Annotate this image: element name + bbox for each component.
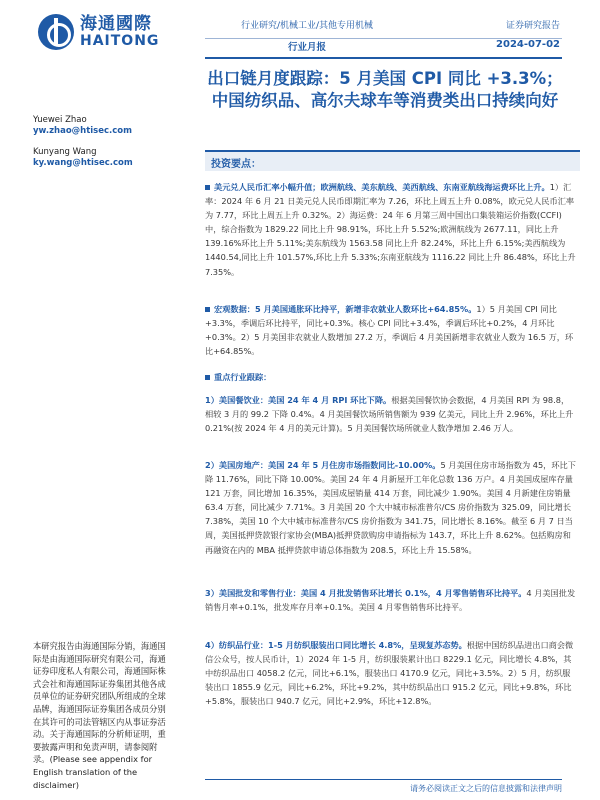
disclaimer-text: 本研究报告由海通国际分销，海通国际是由海通国际研究有限公司，海通证券印度私人有限公司，海通国际株式会社和海通国际证券集团其他各成员单位的证券研究团队所组成的全球品牌，海通国际证券集团各成员分别在其许可的司法管辖区内从事证券活动。关于海通国际的分析师证明，重要披露声明和免责声明，请参阅附录。(Please see appendix for English translation of the disclaimer) — [33, 641, 166, 790]
fx-shipping-section — [205, 180, 577, 279]
bullet-icon — [205, 185, 210, 190]
bullet-icon — [205, 307, 210, 312]
report-title: 出口链月度跟踪：5 月美国 CPI 同比 +3.3%；中国纺织品、高尔夫球车等消费类出口持续向好 — [207, 69, 563, 110]
textile-title: 4）纺织品行业：1-5 月纺织服装出口同比增长 4.8%，呈现复苏态势。 — [205, 640, 467, 650]
macro-section — [205, 302, 577, 358]
author-name: Kunyang Wang — [33, 147, 97, 157]
investment-highlights-label: 投资要点： — [211, 159, 261, 170]
real-estate-title: 2）美国房地产：美国 24 年 5 月住房市场指数同比-10.00%。 — [205, 460, 441, 470]
logo-english-name: HAITONG — [80, 32, 160, 49]
macro-lead: 宏观数据：5 月美国通胀环比持平，新增非农就业人数环比+64.85%。 — [214, 304, 477, 314]
author-list — [33, 115, 163, 179]
bullet-icon — [205, 375, 210, 380]
header-divider — [205, 57, 562, 59]
textile-section — [205, 638, 577, 708]
footer-notice: 请务必阅读正文之后的信息披露和法律声明 — [410, 784, 562, 793]
footer-divider — [205, 779, 562, 780]
investment-highlights-heading — [205, 150, 580, 171]
haitong-logo — [38, 12, 188, 52]
key-industry-label: 重点行业跟踪： — [214, 372, 272, 382]
restaurant-section — [205, 393, 577, 435]
wholesale-section — [205, 586, 577, 614]
haitong-logo-icon — [38, 14, 74, 50]
industry-category: 行业研究/机械工业/其他专用机械 — [240, 21, 374, 31]
fx-shipping-body: 1）汇率：2024 年 6 月 21 日美元兑人民币即期汇率为 7.26，环比上周五上升 0.08%，欧元兑人民币汇率为 7.77，环比上周五上升 0.32%。2）海运费：24 年 6 月第三周中国出口集装箱运价指数(CCFI)中，综合指数为 1829.22 同比上升 98.91%，环比上升 5.52%;欧洲航线为 2677.11，同比上升 139.16%环比上升 5.11%;美东航线为 1563.58 同比上升 82.24%，环比上升 6.15%;美西航线为 1440.54,同比上升 101.57%,环比上升 5.33%;东南亚航线为 1116.22 同比上升 86.48%，环比上升 7.35%。 — [205, 182, 576, 277]
report-label: 证券研究报告 — [505, 21, 560, 31]
author-email[interactable]: yw.zhao@htisec.com — [33, 126, 133, 136]
textile-body: 根据中国纺织品进出口商会微信公众号，按人民币计，1）2024 年 1-5 月，纺织服装累计出口 8229.1 亿元，同比增长 4.8%，其中纺织品出口 4058.2 亿元，同比+6.1%，服装出口 4170.9 亿元，同比+3.5%。2）5 月，纺织服装出口 1855.9 亿元，同比+6.2%，环比+9.2%，其中纺织品出口 915.2 亿元，同比+9.8%，环比+5.8%，服装出口 940.7 亿元，同比+2.9%，环比+12.8%。 — [205, 640, 574, 707]
wholesale-body: 4 月美国批发销售月率+0.1%，批发库存月率+0.1%。美国 4 月零售销售环比持平。 — [205, 588, 576, 613]
restaurant-title: 1）美国餐饮业：美国 24 年 4 月 RPI 环比下降。 — [205, 395, 392, 405]
author-name: Yuewei Zhao — [33, 115, 87, 125]
report-date: 2024-07-02 — [496, 39, 560, 50]
author-email[interactable]: ky.wang@htisec.com — [33, 158, 133, 168]
fx-shipping-lead: 美元兑人民币汇率小幅升值；欧洲航线、美东航线、美西航线、东南亚航线海运费环比上升。 — [214, 182, 550, 192]
report-type: 行业月报 — [287, 42, 326, 53]
wholesale-title: 3）美国批发和零售行业：美国 4 月批发销售环比增长 0.1%，4 月零售销售环比持平。 — [205, 588, 527, 598]
real-estate-section — [205, 458, 577, 557]
real-estate-body: 5 月美国住房市场指数为 45，环比下降 11.76%，同比下降 10.00%。美国 24 年 4 月新屋开工年化总数 136 万户。4 月美国成屋库存量 121 万套，同比增加 16.35%，美国成屋销量 414 万套，同比减少 1.90%。美国 4 月新建住房销量 63.4 万套，同比减少 7.71%。3 月美国 20 个大中城市标准普尔/CS 房价指数为 325.09，同比增长 7.38%，美国 10 个大中城市标准普尔/CS 房价指数为 341.75，同比增长 8.16%。截至 6 月 7 日当周，美国抵押贷款银行家协会(MBA)抵押贷款购房申请指标为 143.7，环比上升 8.62%。包括购房和再融资在内的 MBA 抵押贷款申请总体指数为 208.5，环比上升 15.58%。 — [205, 460, 576, 555]
logo-chinese-name: 海通國際 — [80, 13, 152, 34]
macro-body: 1）5 月美国 CPI 同比+3.3%，季调后环比持平，同比+0.3%。核心 CPI 同比+3.4%，季调后环比+0.2%，4 月环比+0.3%。2）5 月美国非农就业人数增加 27.2 万，季调后 4 月美国新增非农就业人数为 16.5 万，环比+64.85%。 — [205, 304, 574, 357]
restaurant-body: 根据美国餐饮协会数据，4 月美国 RPI 为 98.8，相较 3 月的 99.2 下降 0.4%。4 月美国餐饮场所销售额为 939 亿美元，同比上升 2.96%，环比上升 0.21%(按 2024 年 4 月的美元计算)。5 月美国餐饮场所就业人数净增加 2.46 万人。 — [205, 395, 574, 434]
key-industry-heading — [205, 370, 577, 384]
